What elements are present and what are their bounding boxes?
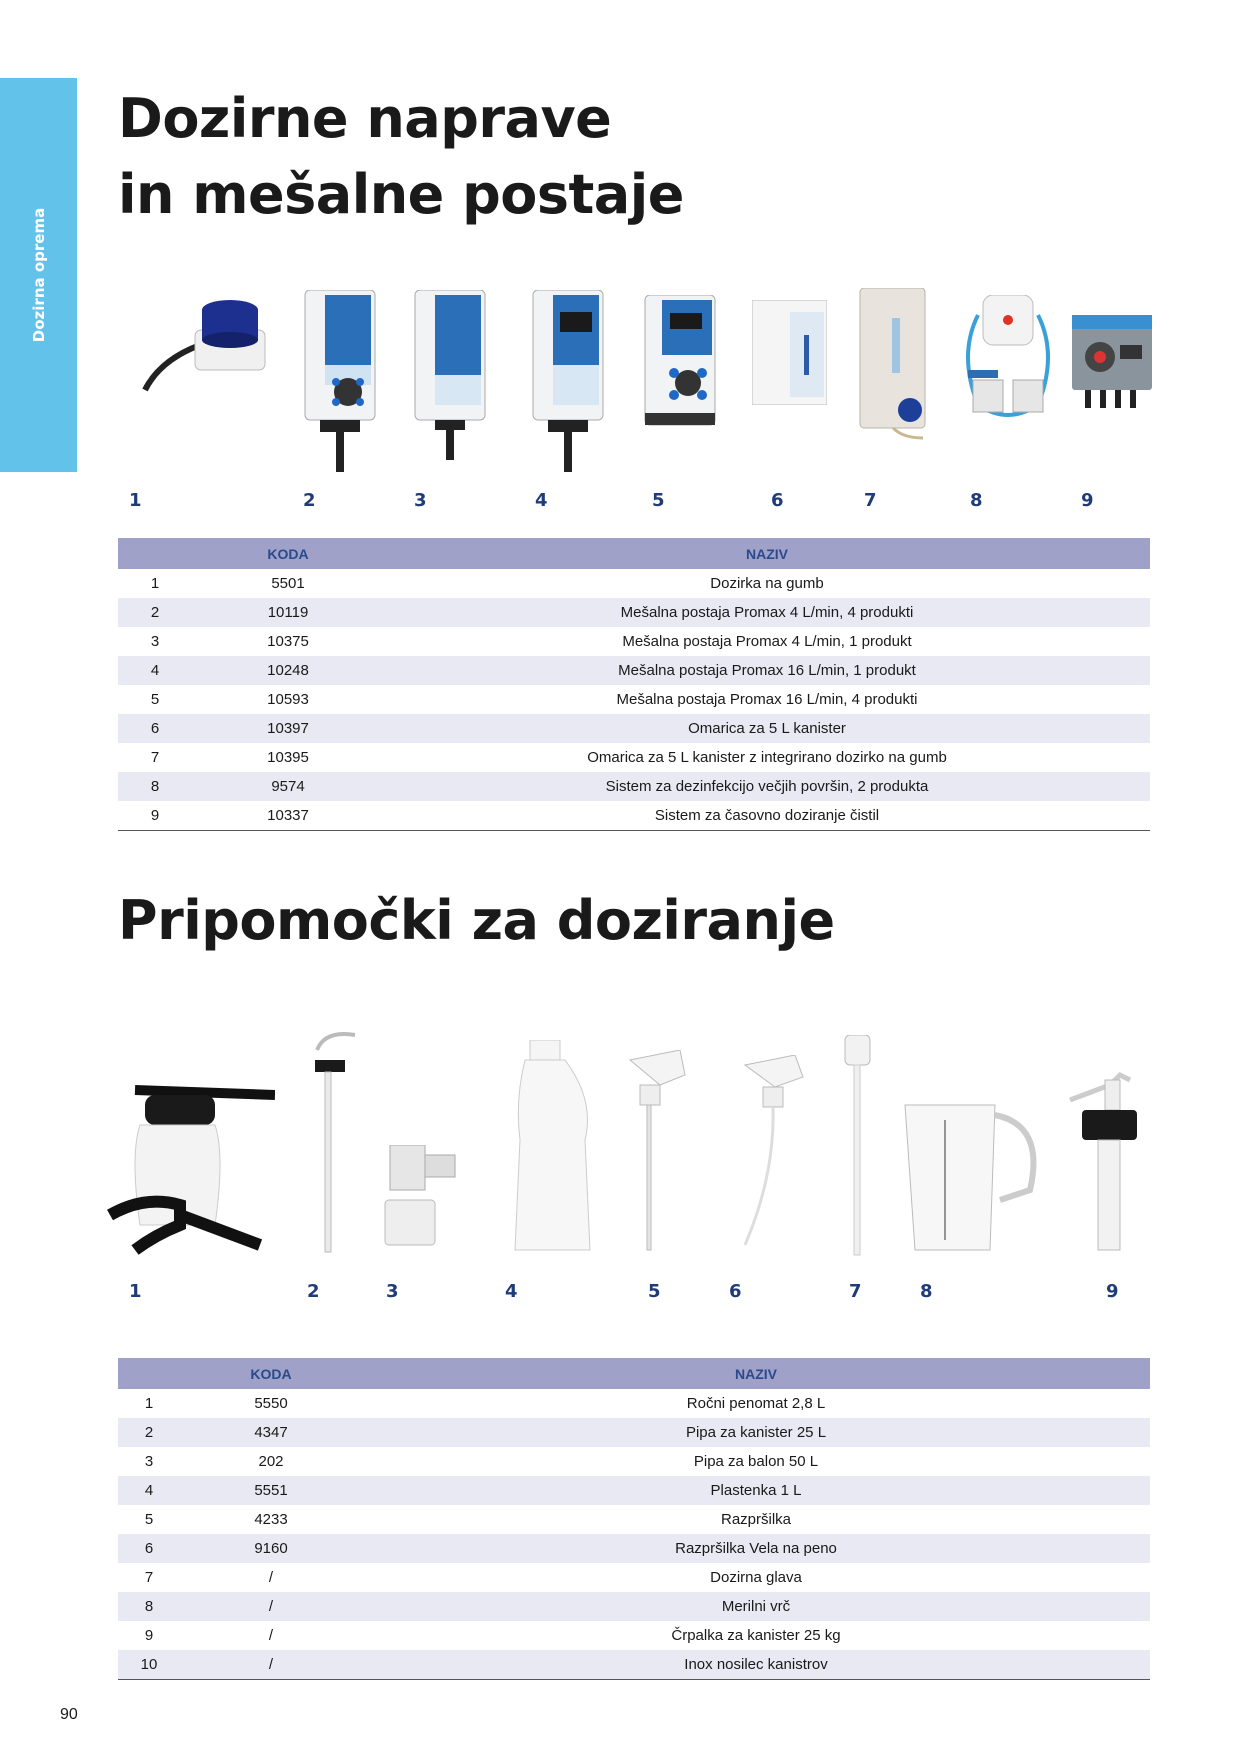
header-koda: KODA bbox=[180, 1358, 362, 1389]
table-header-row bbox=[118, 538, 1150, 569]
row-index-cell: 9 bbox=[144, 1627, 154, 1644]
row-koda-cell: / bbox=[180, 1650, 362, 1680]
item-number: 7 bbox=[849, 1281, 862, 1302]
balloon-tap-image bbox=[380, 1145, 460, 1250]
row-index-cell: 7 bbox=[144, 1569, 154, 1586]
row-naziv-cell: Plastenka 1 L bbox=[362, 1476, 1150, 1505]
item-number: 5 bbox=[648, 1281, 661, 1302]
table-row bbox=[118, 772, 1150, 801]
row-koda-cell: 10337 bbox=[267, 807, 309, 824]
item-number: 6 bbox=[771, 490, 784, 511]
dosing-head-image bbox=[840, 1035, 880, 1260]
row-index-cell: 4 bbox=[118, 1476, 180, 1505]
mixing-station-5-image bbox=[640, 295, 720, 435]
section2-product-images bbox=[0, 1030, 1241, 1260]
row-index-cell: 1 bbox=[150, 575, 160, 592]
row-index-cell: 4 bbox=[118, 656, 192, 685]
canister-cabinet-dispenser-image bbox=[858, 288, 933, 443]
row-naziv-cell: Mešalna postaja Promax 16 L/min, 1 produkt bbox=[384, 656, 1150, 685]
mixing-station-2-image bbox=[300, 290, 380, 480]
item-number: 2 bbox=[303, 490, 316, 511]
table-row bbox=[118, 1505, 1150, 1534]
row-naziv-cell: Merilni vrč bbox=[362, 1592, 1150, 1621]
mixing-station-3-image bbox=[410, 290, 490, 460]
row-naziv-cell: Mešalna postaja Promax 16 L/min, 4 produkti bbox=[616, 691, 918, 708]
row-koda-cell: 10395 bbox=[267, 749, 309, 766]
row-naziv-cell: Razpršilka Vela na peno bbox=[362, 1534, 1150, 1563]
item-number: 8 bbox=[970, 490, 983, 511]
section2-table bbox=[118, 1358, 1150, 1680]
row-index-cell: 3 bbox=[144, 1453, 154, 1470]
row-naziv-cell: Dozirka na gumb bbox=[710, 575, 824, 592]
table-row bbox=[118, 656, 1150, 685]
row-koda-cell: 5550 bbox=[254, 1395, 288, 1412]
row-koda-cell: / bbox=[180, 1592, 362, 1621]
table-row bbox=[118, 1447, 1150, 1476]
row-naziv-cell: Omarica za 5 L kanister z integrirano dozirko na gumb bbox=[587, 749, 947, 766]
disinfection-system-image bbox=[958, 295, 1058, 425]
sprayer-image bbox=[620, 1050, 695, 1255]
row-index-cell: 5 bbox=[150, 691, 160, 708]
table-row bbox=[118, 569, 1150, 598]
row-koda-cell: 9574 bbox=[192, 772, 384, 801]
row-naziv-cell: Mešalna postaja Promax 4 L/min, 4 produkti bbox=[384, 598, 1150, 627]
row-koda-cell: 10248 bbox=[192, 656, 384, 685]
row-naziv-cell: Razpršilka bbox=[720, 1511, 792, 1528]
row-koda-cell: 4347 bbox=[180, 1418, 362, 1447]
row-naziv-cell: Sistem za časovno doziranje čistil bbox=[654, 807, 880, 824]
row-koda-cell: 5501 bbox=[271, 575, 305, 592]
row-naziv-cell: Inox nosilec kanistrov bbox=[362, 1650, 1150, 1680]
canister-tap-image bbox=[305, 1030, 365, 1260]
row-index-cell: 8 bbox=[118, 1592, 180, 1621]
row-index-cell: 1 bbox=[144, 1395, 154, 1412]
section1-table bbox=[118, 538, 1150, 831]
table-row bbox=[118, 801, 1150, 831]
item-number: 4 bbox=[535, 490, 548, 511]
item-number: 9 bbox=[1106, 1281, 1119, 1302]
row-index-cell: 3 bbox=[150, 633, 160, 650]
section1-product-images bbox=[0, 280, 1241, 490]
row-koda-cell: 4233 bbox=[254, 1511, 288, 1528]
row-naziv-cell: Pipa za balon 50 L bbox=[693, 1453, 819, 1470]
row-koda-cell: 10397 bbox=[192, 714, 384, 743]
header-koda: KODA bbox=[192, 538, 384, 569]
canister-cabinet-image bbox=[752, 300, 827, 405]
table-row bbox=[118, 685, 1150, 714]
row-index-cell: 6 bbox=[118, 714, 192, 743]
row-index-cell: 7 bbox=[150, 749, 160, 766]
hand-foamer-image bbox=[105, 1075, 275, 1255]
row-naziv-cell: Pipa za kanister 25 L bbox=[362, 1418, 1150, 1447]
section2-title: Pripomočki za doziranje bbox=[118, 889, 835, 952]
header-index bbox=[118, 1358, 180, 1389]
row-index-cell: 2 bbox=[118, 598, 192, 627]
measuring-jug-image bbox=[900, 1100, 1045, 1255]
row-index-cell: 2 bbox=[118, 1418, 180, 1447]
row-index-cell: 6 bbox=[118, 1534, 180, 1563]
row-naziv-cell: Mešalna postaja Promax 4 L/min, 1 produkt bbox=[622, 633, 912, 650]
header-naziv: NAZIV bbox=[384, 538, 1150, 569]
table-row bbox=[118, 1389, 1150, 1418]
header-naziv: NAZIV bbox=[362, 1358, 1150, 1389]
row-index-cell: 8 bbox=[118, 772, 192, 801]
row-naziv-cell: Sistem za dezinfekcijo večjih površin, 2 produkta bbox=[384, 772, 1150, 801]
sidebar-label: Dozirna oprema bbox=[29, 207, 48, 343]
row-index-cell: 10 bbox=[118, 1650, 180, 1680]
table-row bbox=[118, 743, 1150, 772]
timed-dosing-system-image bbox=[1070, 315, 1155, 410]
item-number: 8 bbox=[920, 1281, 933, 1302]
row-koda-cell: 9160 bbox=[180, 1534, 362, 1563]
row-koda-cell: 10593 bbox=[267, 691, 309, 708]
table-row bbox=[118, 1650, 1150, 1680]
row-koda-cell: 5551 bbox=[180, 1476, 362, 1505]
table-row bbox=[118, 1476, 1150, 1505]
canister-pump-image bbox=[1060, 1070, 1160, 1255]
row-naziv-cell: Črpalka za kanister 25 kg bbox=[671, 1627, 841, 1644]
row-naziv-cell: Ročni penomat 2,8 L bbox=[686, 1395, 826, 1412]
item-number: 1 bbox=[129, 1281, 142, 1302]
row-koda-cell: 202 bbox=[258, 1453, 284, 1470]
section1-title-line2: in mešalne postaje bbox=[118, 163, 684, 226]
table-row bbox=[118, 1418, 1150, 1447]
item-number: 9 bbox=[1081, 490, 1094, 511]
item-number: 6 bbox=[729, 1281, 742, 1302]
item-number: 3 bbox=[414, 490, 427, 511]
item-number: 5 bbox=[652, 490, 665, 511]
item-number: 2 bbox=[307, 1281, 320, 1302]
row-index-cell: 5 bbox=[144, 1511, 154, 1528]
table-row bbox=[118, 598, 1150, 627]
row-index-cell: 9 bbox=[150, 807, 160, 824]
foam-sprayer-image bbox=[735, 1055, 815, 1255]
table-row bbox=[118, 714, 1150, 743]
plastic-bottle-image bbox=[505, 1040, 600, 1260]
row-koda-cell: / bbox=[268, 1627, 274, 1644]
row-koda-cell: 10119 bbox=[192, 598, 384, 627]
row-naziv-cell: Omarica za 5 L kanister bbox=[384, 714, 1150, 743]
item-number: 7 bbox=[864, 490, 877, 511]
row-koda-cell: / bbox=[268, 1569, 274, 1586]
item-number: 3 bbox=[386, 1281, 399, 1302]
row-naziv-cell: Dozirna glava bbox=[710, 1569, 802, 1586]
section1-title-line1: Dozirne naprave bbox=[118, 87, 612, 150]
table-row bbox=[118, 1534, 1150, 1563]
item-number: 4 bbox=[505, 1281, 518, 1302]
row-koda-cell: 10375 bbox=[267, 633, 309, 650]
table-row bbox=[118, 1621, 1150, 1650]
table-header-row bbox=[118, 1358, 1150, 1389]
table-row bbox=[118, 627, 1150, 656]
table-row bbox=[118, 1563, 1150, 1592]
item-number: 1 bbox=[129, 490, 142, 511]
header-index bbox=[118, 538, 192, 569]
page-number: 90 bbox=[60, 1706, 78, 1723]
table-row bbox=[118, 1592, 1150, 1621]
push-button-dispenser-image bbox=[140, 290, 280, 400]
mixing-station-4-image bbox=[528, 290, 608, 480]
